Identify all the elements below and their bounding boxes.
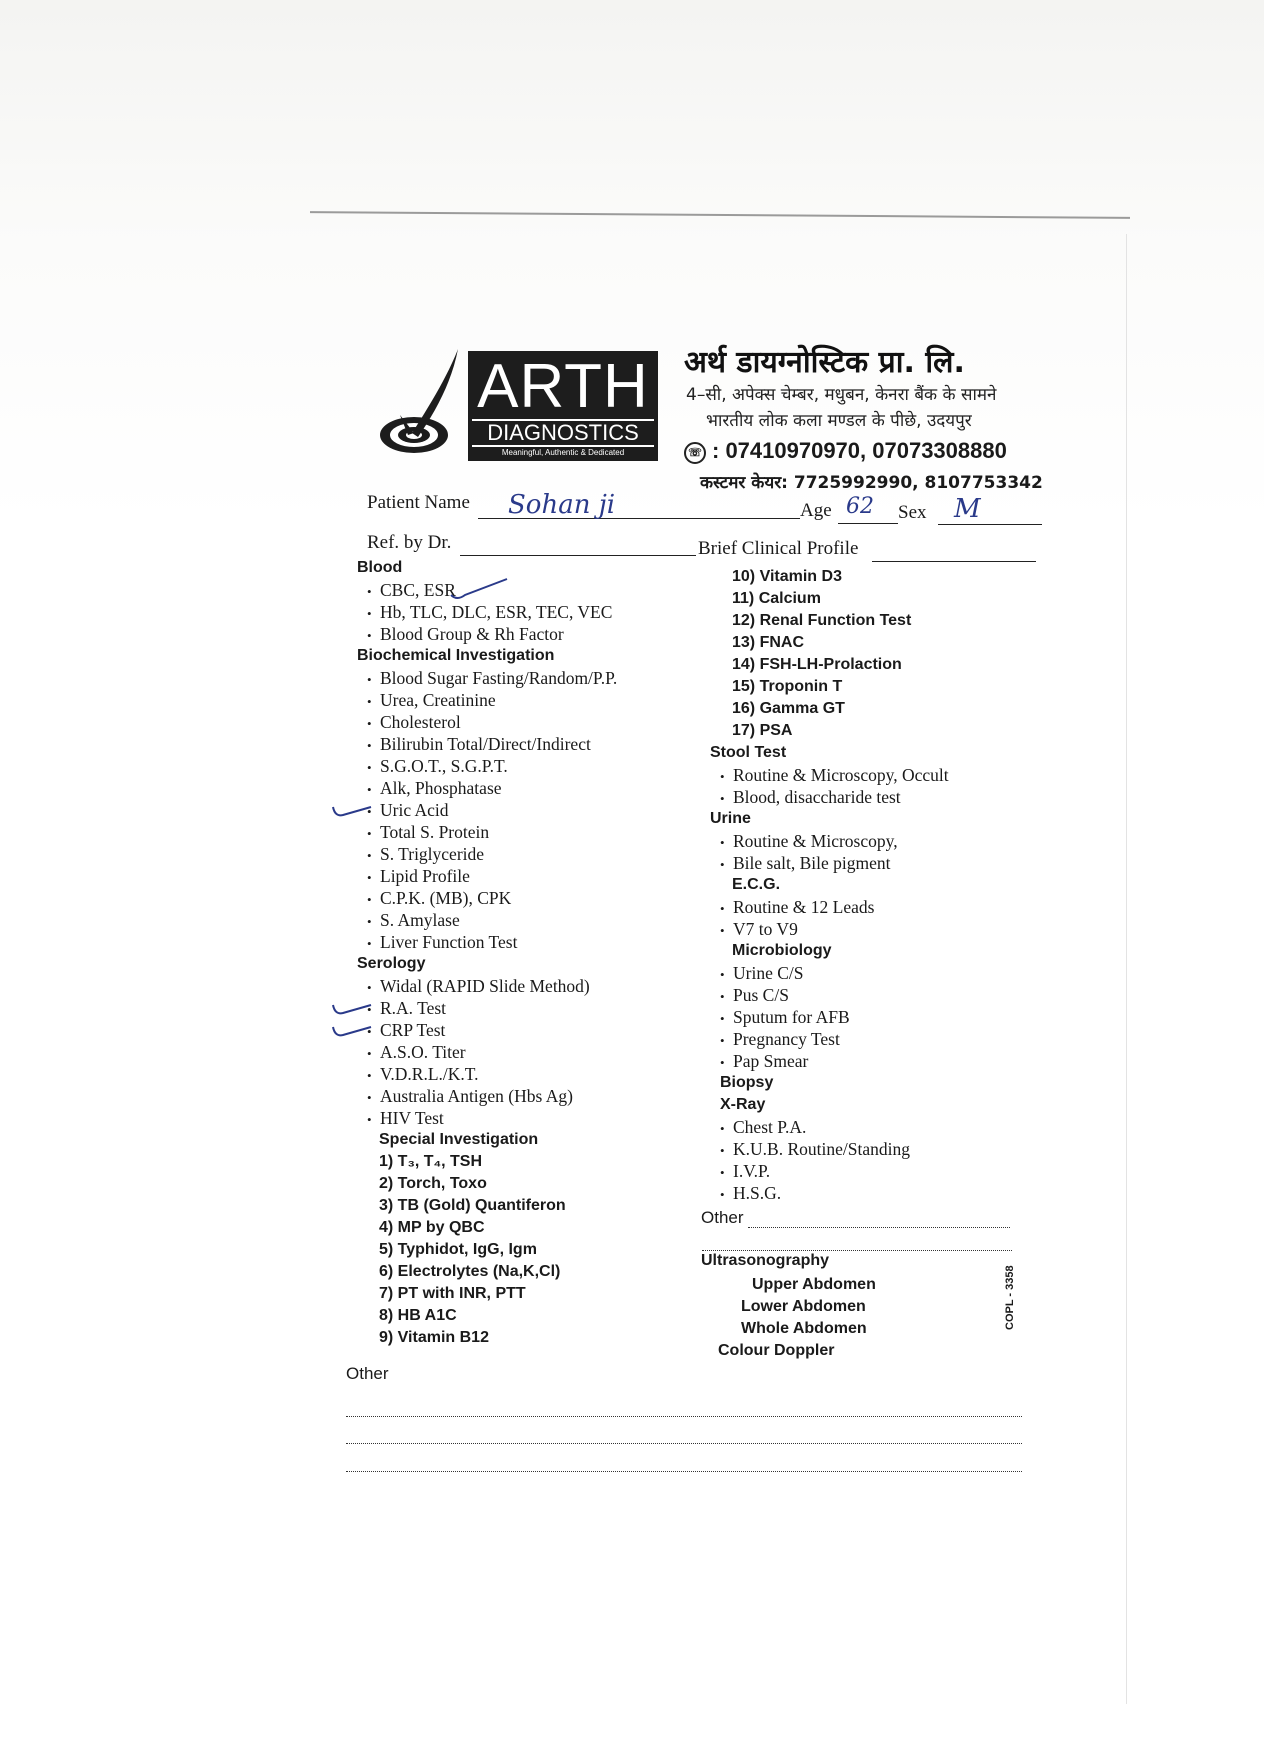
test-item-15-troponin-t[interactable]: 15) Troponin T — [732, 678, 843, 695]
test-item-4-mp-by-qbc[interactable]: 4) MP by QBC — [379, 1219, 485, 1236]
section-biopsy: Biopsy — [720, 1074, 774, 1091]
ultrasonography-title: Ultrasonography — [701, 1252, 830, 1269]
test-item-v7-to-v9[interactable]: • V7 to V9 — [710, 918, 949, 940]
test-item-total-s-protein[interactable]: • Total S. Protein — [357, 821, 617, 843]
test-item-hb-tlc-dlc-esr-tec-vec[interactable]: • Hb, TLC, DLC, ESR, TEC, VEC — [357, 601, 617, 623]
age-value: 62 — [846, 494, 874, 519]
sex-line[interactable] — [938, 524, 1042, 525]
test-item-crp-test[interactable]: • CRP Test — [357, 1019, 617, 1041]
form-code: COPL - 3358 — [1004, 1265, 1016, 1330]
right-other-line-1[interactable] — [748, 1227, 1010, 1228]
check-mark-icon — [449, 577, 509, 601]
bottom-other-line-3[interactable] — [346, 1471, 1022, 1472]
arth-logo — [378, 345, 658, 463]
test-item-pregnancy-test[interactable]: • Pregnancy Test — [710, 1028, 949, 1050]
test-item-pap-smear[interactable]: • Pap Smear — [710, 1050, 949, 1072]
test-item-urea-creatinine[interactable]: • Urea, Creatinine — [357, 689, 617, 711]
ultrasonography-item-whole-abdomen[interactable]: Whole Abdomen — [741, 1320, 867, 1337]
test-item-10-vitamin-d3[interactable]: 10) Vitamin D3 — [732, 568, 842, 585]
test-item-v-d-r-l-k-t[interactable]: • V.D.R.L./K.T. — [357, 1063, 617, 1085]
test-item-3-tb-gold-quantiferon[interactable]: 3) TB (Gold) Quantiferon — [379, 1197, 566, 1214]
test-item-cbc-esr[interactable]: • CBC, ESR — [357, 579, 617, 601]
phone-text: : 07410970970, 07073308880 — [712, 438, 1007, 463]
test-item-bile-salt-bile-pigment[interactable]: • Bile salt, Bile pigment — [710, 852, 949, 874]
address-line-2: भारतीय लोक कला मण्डल के पीछे, उदयपुर — [706, 411, 972, 431]
clinical-profile-label: Brief Clinical Profile — [698, 538, 859, 559]
ultrasonography-item-colour-doppler[interactable]: Colour Doppler — [718, 1342, 835, 1359]
bottom-other-line-1[interactable] — [346, 1416, 1022, 1417]
test-item-c-p-k-mb-cpk[interactable]: • C.P.K. (MB), CPK — [357, 887, 617, 909]
test-item-routine-12-leads[interactable]: • Routine & 12 Leads — [710, 896, 949, 918]
test-item-16-gamma-gt[interactable]: 16) Gamma GT — [732, 700, 845, 717]
patient-name-value: Sohan ji — [508, 490, 616, 520]
right-other-line-2[interactable] — [702, 1250, 1012, 1251]
test-item-k-u-b-routine-standing[interactable]: • K.U.B. Routine/Standing — [710, 1138, 949, 1160]
section-special-investigation: Special Investigation — [379, 1131, 539, 1148]
age-line[interactable] — [838, 523, 898, 524]
test-item-blood-disaccharide-test[interactable]: • Blood, disaccharide test — [710, 786, 949, 808]
test-item-routine-microscopy-occult[interactable]: • Routine & Microscopy, Occult — [710, 764, 949, 786]
age-label: Age — [800, 500, 832, 521]
test-item-routine-microscopy[interactable]: • Routine & Microscopy, — [710, 830, 949, 852]
test-item-pus-c-s[interactable]: • Pus C/S — [710, 984, 949, 1006]
logo-arth-text: ARTH — [477, 352, 649, 421]
hindi-company-name: अर्थ डायग्नोस्टिक प्रा. लि. — [684, 345, 965, 380]
sex-value: M — [954, 494, 981, 524]
test-item-widal-rapid-slide-method[interactable]: • Widal (RAPID Slide Method) — [357, 975, 617, 997]
test-item-17-psa[interactable]: 17) PSA — [732, 722, 793, 739]
test-item-sputum-for-afb[interactable]: • Sputum for AFB — [710, 1006, 949, 1028]
test-item-urine-c-s[interactable]: • Urine C/S — [710, 962, 949, 984]
check-mark-icon — [331, 997, 391, 1021]
test-item-australia-antigen-hbs-ag[interactable]: • Australia Antigen (Hbs Ag) — [357, 1085, 617, 1107]
section-urine: Urine — [710, 810, 751, 827]
phone-icon: ☏ — [684, 442, 706, 464]
test-item-14-fsh-lh-prolaction[interactable]: 14) FSH-LH-Prolaction — [732, 656, 902, 673]
clinical-profile-line[interactable] — [872, 561, 1036, 562]
bottom-other-line-2[interactable] — [346, 1443, 1022, 1444]
test-item-6-electrolytes-na-k-cl[interactable]: 6) Electrolytes (Na,K,Cl) — [379, 1263, 561, 1280]
test-item-liver-function-test[interactable]: • Liver Function Test — [357, 931, 617, 953]
test-item-a-s-o-titer[interactable]: • A.S.O. Titer — [357, 1041, 617, 1063]
test-item-blood-group-rh-factor[interactable]: • Blood Group & Rh Factor — [357, 623, 617, 645]
test-item-chest-p-a[interactable]: • Chest P.A. — [710, 1116, 949, 1138]
test-item-i-v-p[interactable]: • I.V.P. — [710, 1160, 949, 1182]
test-item-blood-sugar-fasting-random-p-p[interactable]: • Blood Sugar Fasting/Random/P.P. — [357, 667, 617, 689]
section-x-ray: X-Ray — [720, 1096, 766, 1113]
test-item-s-triglyceride[interactable]: • S. Triglyceride — [357, 843, 617, 865]
customer-care: कस्टमर केयर: 7725992990, 8107753342 — [700, 473, 1043, 493]
test-item-cholesterol[interactable]: • Cholesterol — [357, 711, 617, 733]
section-blood: Blood — [357, 559, 403, 576]
test-item-alk-phosphatase[interactable]: • Alk, Phosphatase — [357, 777, 617, 799]
test-item-s-g-o-t-s-g-p-t[interactable]: • S.G.O.T., S.G.P.T. — [357, 755, 617, 777]
check-mark-icon — [331, 799, 391, 823]
test-item-12-renal-function-test[interactable]: 12) Renal Function Test — [732, 612, 912, 629]
address-line-1: 4–सी, अपेक्स चेम्बर, मधुबन, केनरा बैंक के सामने — [686, 385, 997, 405]
test-item-2-torch-toxo[interactable]: 2) Torch, Toxo — [379, 1175, 487, 1192]
ref-by-line[interactable] — [460, 555, 696, 556]
test-item-s-amylase[interactable]: • S. Amylase — [357, 909, 617, 931]
test-item-lipid-profile[interactable]: • Lipid Profile — [357, 865, 617, 887]
ultrasonography-item-lower-abdomen[interactable]: Lower Abdomen — [741, 1298, 866, 1315]
test-item-11-calcium[interactable]: 11) Calcium — [732, 590, 821, 607]
sheet-edge — [1126, 234, 1127, 1704]
logo-tagline: Meaningful, Authentic & Dedicated — [501, 448, 625, 457]
bottom-other-label: Other — [346, 1364, 389, 1383]
section-e-c-g: E.C.G. — [732, 876, 781, 893]
test-item-hiv-test[interactable]: • HIV Test — [357, 1107, 617, 1129]
test-item-8-hb-a1c[interactable]: 8) HB A1C — [379, 1307, 457, 1324]
test-item-r-a-test[interactable]: • R.A. Test — [357, 997, 617, 1019]
phone-numbers — [684, 438, 1007, 464]
test-item-9-vitamin-b12[interactable]: 9) Vitamin B12 — [379, 1329, 489, 1346]
section-biochemical-investigation: Biochemical Investigation — [357, 647, 555, 664]
test-item-bilirubin-total-direct-indirect[interactable]: • Bilirubin Total/Direct/Indirect — [357, 733, 617, 755]
test-item-5-typhidot-igg-igm[interactable]: 5) Typhidot, IgG, Igm — [379, 1241, 537, 1258]
test-item-7-pt-with-inr-ptt[interactable]: 7) PT with INR, PTT — [379, 1285, 526, 1302]
check-mark-icon — [331, 1019, 391, 1043]
right-test-column — [710, 566, 949, 1204]
section-serology: Serology — [357, 955, 426, 972]
left-test-column — [357, 557, 617, 1349]
right-other-label: Other — [701, 1208, 744, 1227]
sex-label: Sex — [898, 502, 927, 523]
test-item-uric-acid[interactable]: • Uric Acid — [357, 799, 617, 821]
section-stool-test: Stool Test — [710, 744, 787, 761]
test-item-h-s-g[interactable]: • H.S.G. — [710, 1182, 949, 1204]
ref-by-label: Ref. by Dr. — [367, 532, 452, 553]
patient-name-label: Patient Name — [367, 492, 470, 513]
ultrasonography-item-upper-abdomen[interactable]: Upper Abdomen — [752, 1276, 876, 1293]
test-item-1-t-t-tsh[interactable]: 1) T₃, T₄, TSH — [379, 1153, 483, 1170]
test-item-13-fnac[interactable]: 13) FNAC — [732, 634, 805, 651]
section-microbiology: Microbiology — [732, 942, 832, 959]
logo-diagnostics-text: DIAGNOSTICS — [472, 419, 654, 447]
